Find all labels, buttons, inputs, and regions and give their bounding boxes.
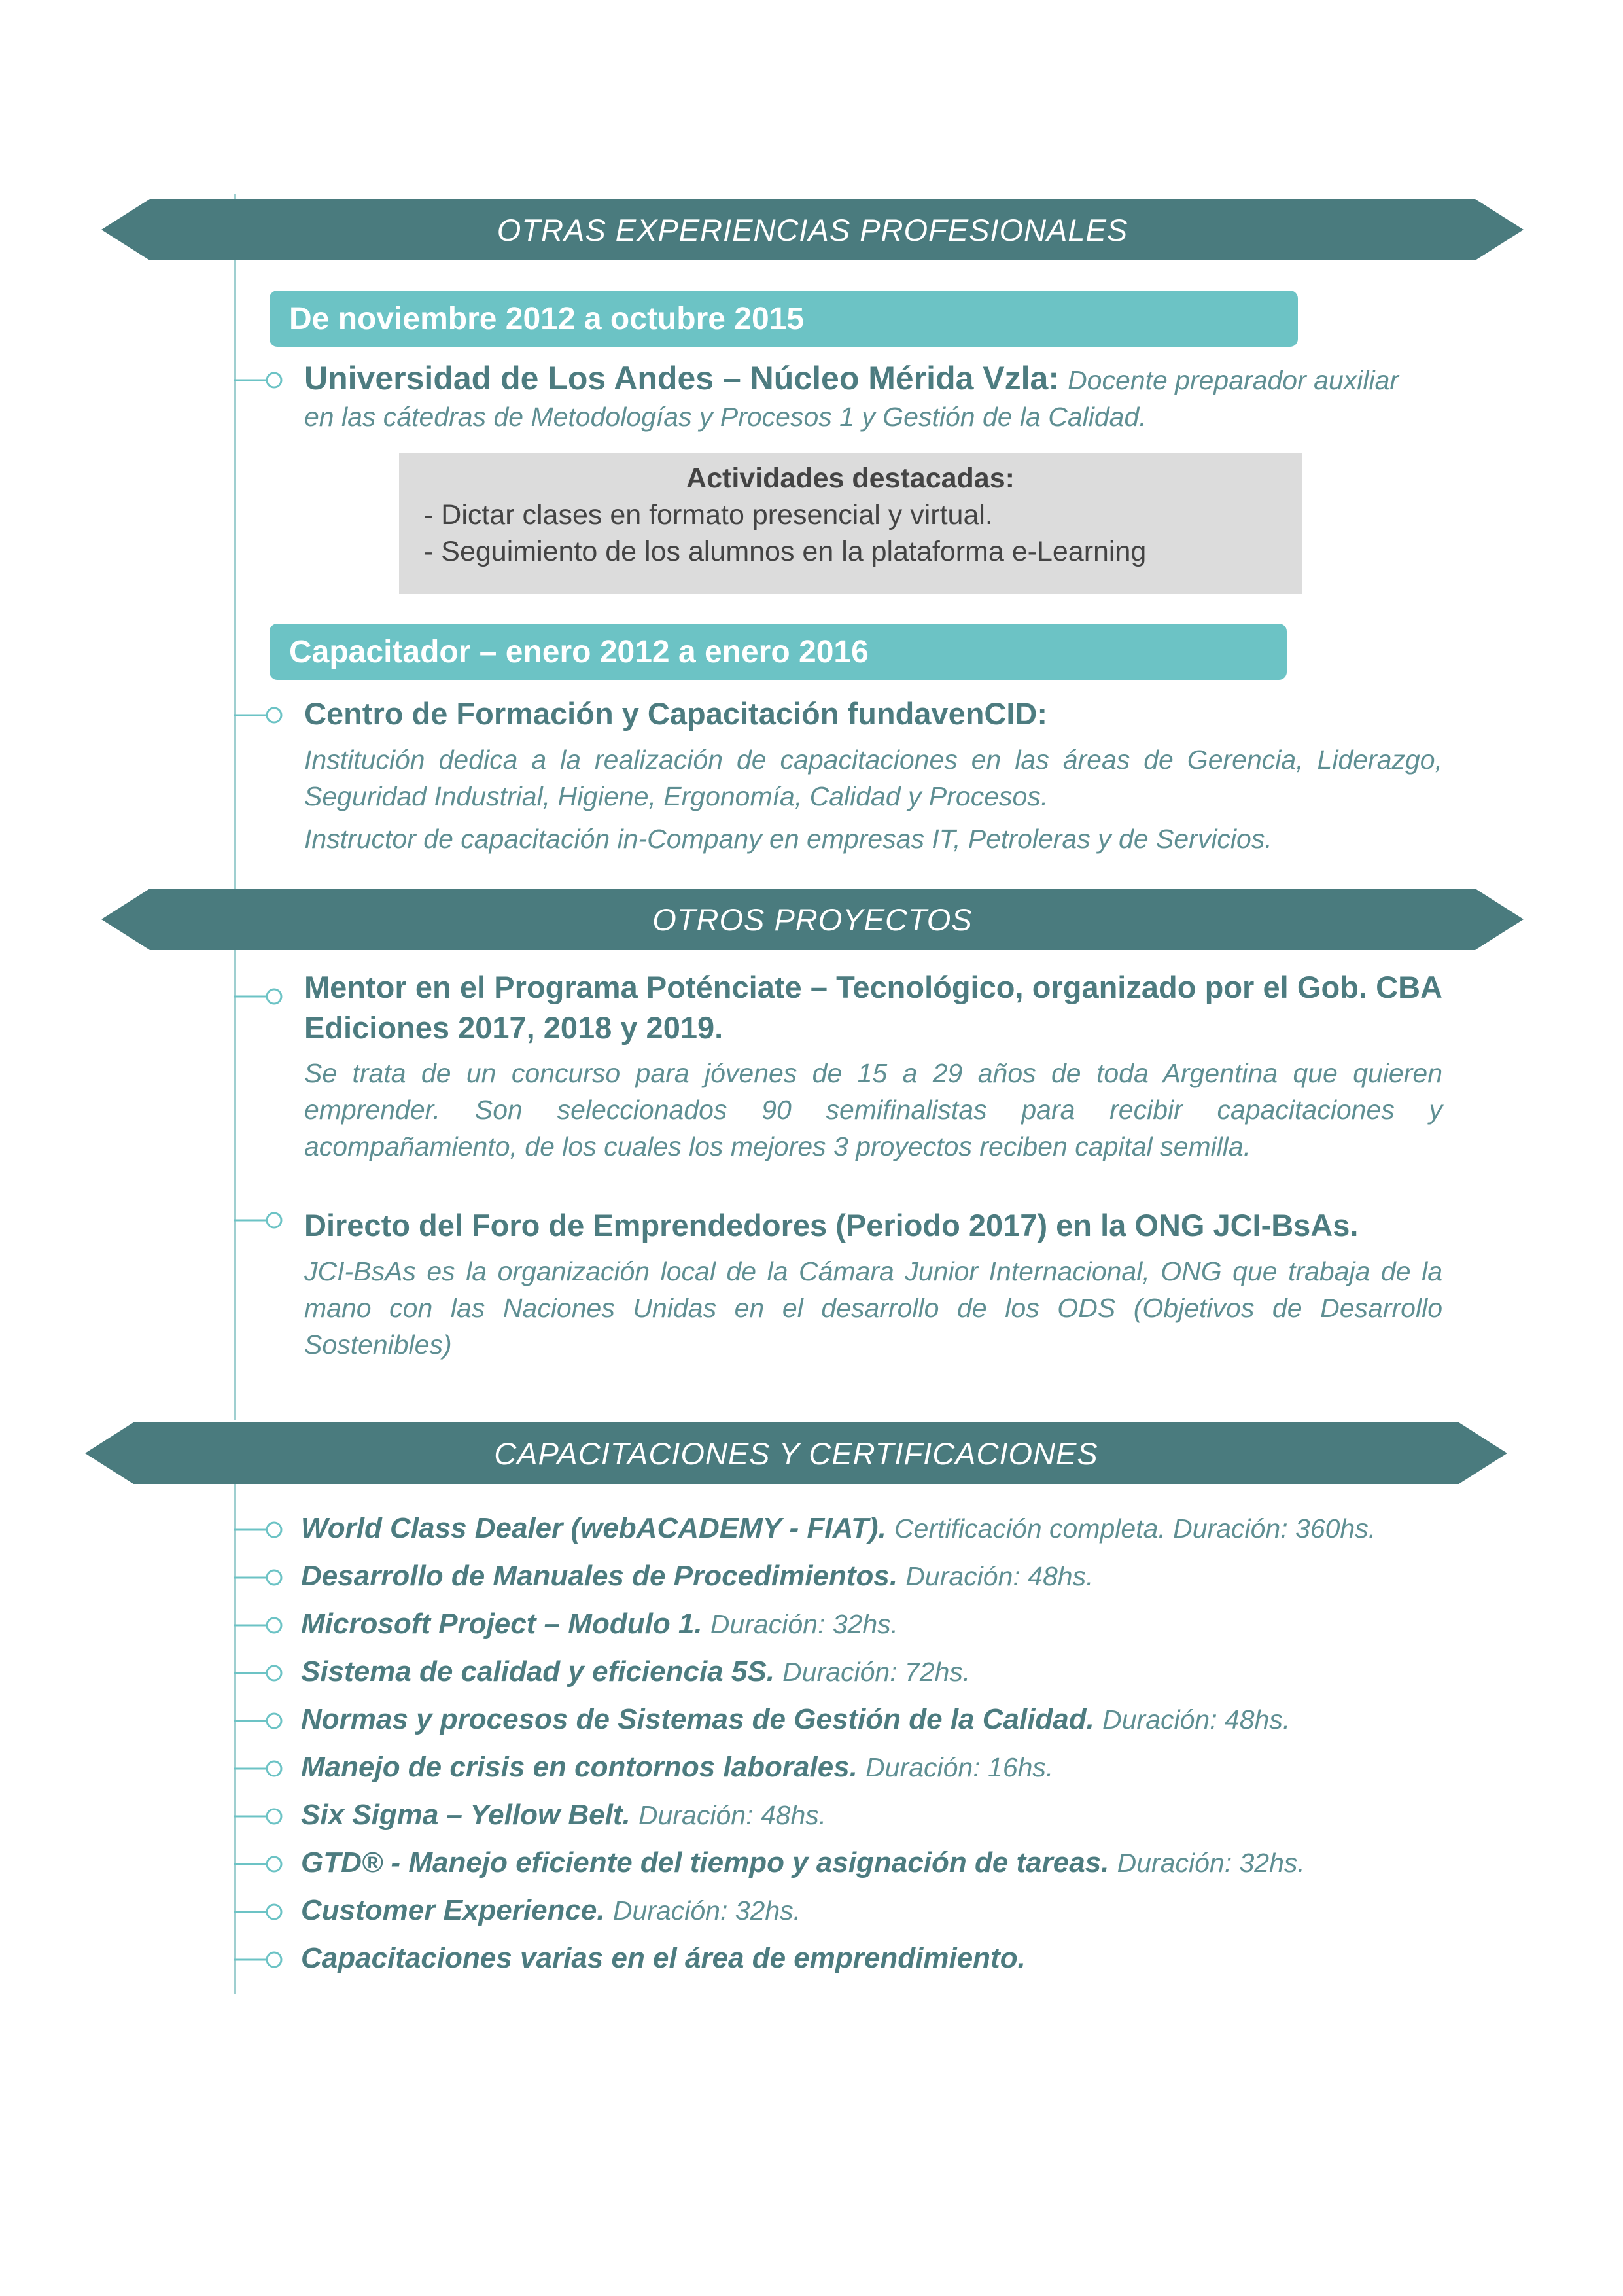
ula-title: Universidad de Los Andes – Núcleo Mérida Vzla: (304, 360, 1060, 397)
activity-item: - Dictar clases en formato presencial y virtual. (424, 499, 993, 531)
certification-duration: Duración: 48hs. (905, 1561, 1094, 1591)
centro-instructor: Instructor de capacitación in-Company en empresas IT, Petroleras y de Servicios. (304, 824, 1272, 854)
certification-duration: Duración: 16hs. (865, 1752, 1054, 1782)
certification-name: Microsoft Project – Modulo 1. (301, 1608, 703, 1640)
activity-item: - Seguimiento de los alumnos en la plataforma e-Learning (424, 536, 1147, 567)
ula-entry (304, 358, 1442, 400)
certification-item (301, 1891, 801, 1930)
ula-role-line2: en las cátedras de Metodologías y Procesos 1 y Gestión de la Calidad. (304, 402, 1147, 432)
activities-box (399, 453, 1302, 594)
timeline-node-icon (234, 705, 284, 725)
certification-name: GTD® - Manejo eficiente del tiempo y asignación de tareas. (301, 1846, 1109, 1879)
period-pill-1: De noviembre 2012 a octubre 2015 (270, 291, 1298, 347)
timeline-node-icon (234, 1807, 284, 1826)
certification-name: Manejo de crisis en contornos laborales. (301, 1751, 858, 1783)
certification-name: Desarrollo de Manuales de Procedimientos. (301, 1560, 898, 1592)
section-title: CAPACITACIONES Y CERTIFICACIONES (494, 1436, 1098, 1471)
certification-item (301, 1939, 1026, 1978)
certification-name: Normas y procesos de Sistemas de Gestión de la Calidad. (301, 1703, 1094, 1735)
certification-name: Sistema de calidad y eficiencia 5S. (301, 1655, 775, 1687)
section-title: OTROS PROYECTOS (652, 902, 973, 937)
timeline-node-icon (234, 370, 284, 390)
timeline-node-icon (234, 1902, 284, 1922)
mentor-description: Se trata de un concurso para jóvenes de 15 a 29 años de toda Argentina que quieren emprender. Son seleccionados 90 semifinalistas para recibir capacitaciones y acompañamiento, de los cuales los mejores 3 proyectos reciben capital semilla. (304, 1058, 1442, 1161)
mentor-title: Mentor en el Programa Poténciate – Tecnológico, organizado por el Gob. CBA Ediciones 2017, 2018 y 2019. (304, 970, 1442, 1045)
timeline-node-icon (234, 1854, 284, 1874)
timeline-node-icon (234, 987, 284, 1006)
foro-description: JCI-BsAs es la organización local de la Cámara Junior Internacional, ONG que trabaja de la mano con las Naciones Unidas en el desarrollo de los ODS (Objetivos de Desarrollo Sostenibles) (304, 1256, 1442, 1360)
certification-item (301, 1652, 970, 1691)
certification-name: Capacitaciones varias en el área de emprendimiento. (301, 1942, 1026, 1974)
timeline-node-icon (234, 1568, 284, 1587)
certification-item (301, 1843, 1305, 1882)
certification-item (301, 1509, 1376, 1548)
timeline-node-icon (234, 1616, 284, 1635)
timeline-node-icon (234, 1759, 284, 1778)
certification-duration: Duración: 72hs. (782, 1657, 971, 1687)
certification-name: World Class Dealer (webACADEMY - FIAT). (301, 1512, 886, 1544)
timeline-node-icon (234, 1520, 284, 1540)
timeline-node-icon (234, 1950, 284, 1969)
section-banner-otras-experiencias (101, 199, 1524, 260)
certification-item (301, 1795, 826, 1835)
timeline-node-icon (234, 1210, 284, 1230)
certification-item (301, 1700, 1290, 1739)
certification-item (301, 1748, 1053, 1787)
section-banner-otros-proyectos (101, 889, 1524, 950)
period-pill-2: Capacitador – enero 2012 a enero 2016 (270, 624, 1287, 680)
timeline-node-icon (234, 1711, 284, 1731)
certification-duration: Duración: 32hs. (612, 1896, 801, 1926)
timeline-line-1 (234, 194, 236, 890)
certification-duration: Certificación completa. Duración: 360hs. (894, 1513, 1376, 1544)
centro-title: Centro de Formación y Capacitación fundavenCID: (304, 696, 1048, 731)
certification-duration: Duración: 48hs. (638, 1800, 827, 1830)
section-banner-capacitaciones (85, 1422, 1507, 1484)
timeline-line-2 (234, 949, 236, 1420)
ula-role-line1: Docente preparador auxiliar (1068, 365, 1399, 395)
certification-duration: Duración: 48hs. (1102, 1704, 1291, 1735)
certification-item (301, 1557, 1093, 1596)
certification-duration: Duración: 32hs. (1117, 1848, 1305, 1878)
certification-duration: Duración: 32hs. (710, 1609, 899, 1639)
timeline-node-icon (234, 1663, 284, 1683)
certification-name: Customer Experience. (301, 1894, 605, 1926)
activities-title: Actividades destacadas: (686, 463, 1015, 494)
centro-description: Institución dedica a la realización de capacitaciones en las áreas de Gerencia, Liderazgo, Seguridad Industrial, Higiene, Ergonomía, Calidad y Procesos. (304, 745, 1442, 811)
section-title: OTRAS EXPERIENCIAS PROFESIONALES (497, 212, 1128, 247)
foro-title: Directo del Foro de Emprendedores (Periodo 2017) en la ONG JCI-BsAs. (304, 1208, 1359, 1243)
certification-item (301, 1604, 898, 1644)
certification-name: Six Sigma – Yellow Belt. (301, 1799, 631, 1831)
